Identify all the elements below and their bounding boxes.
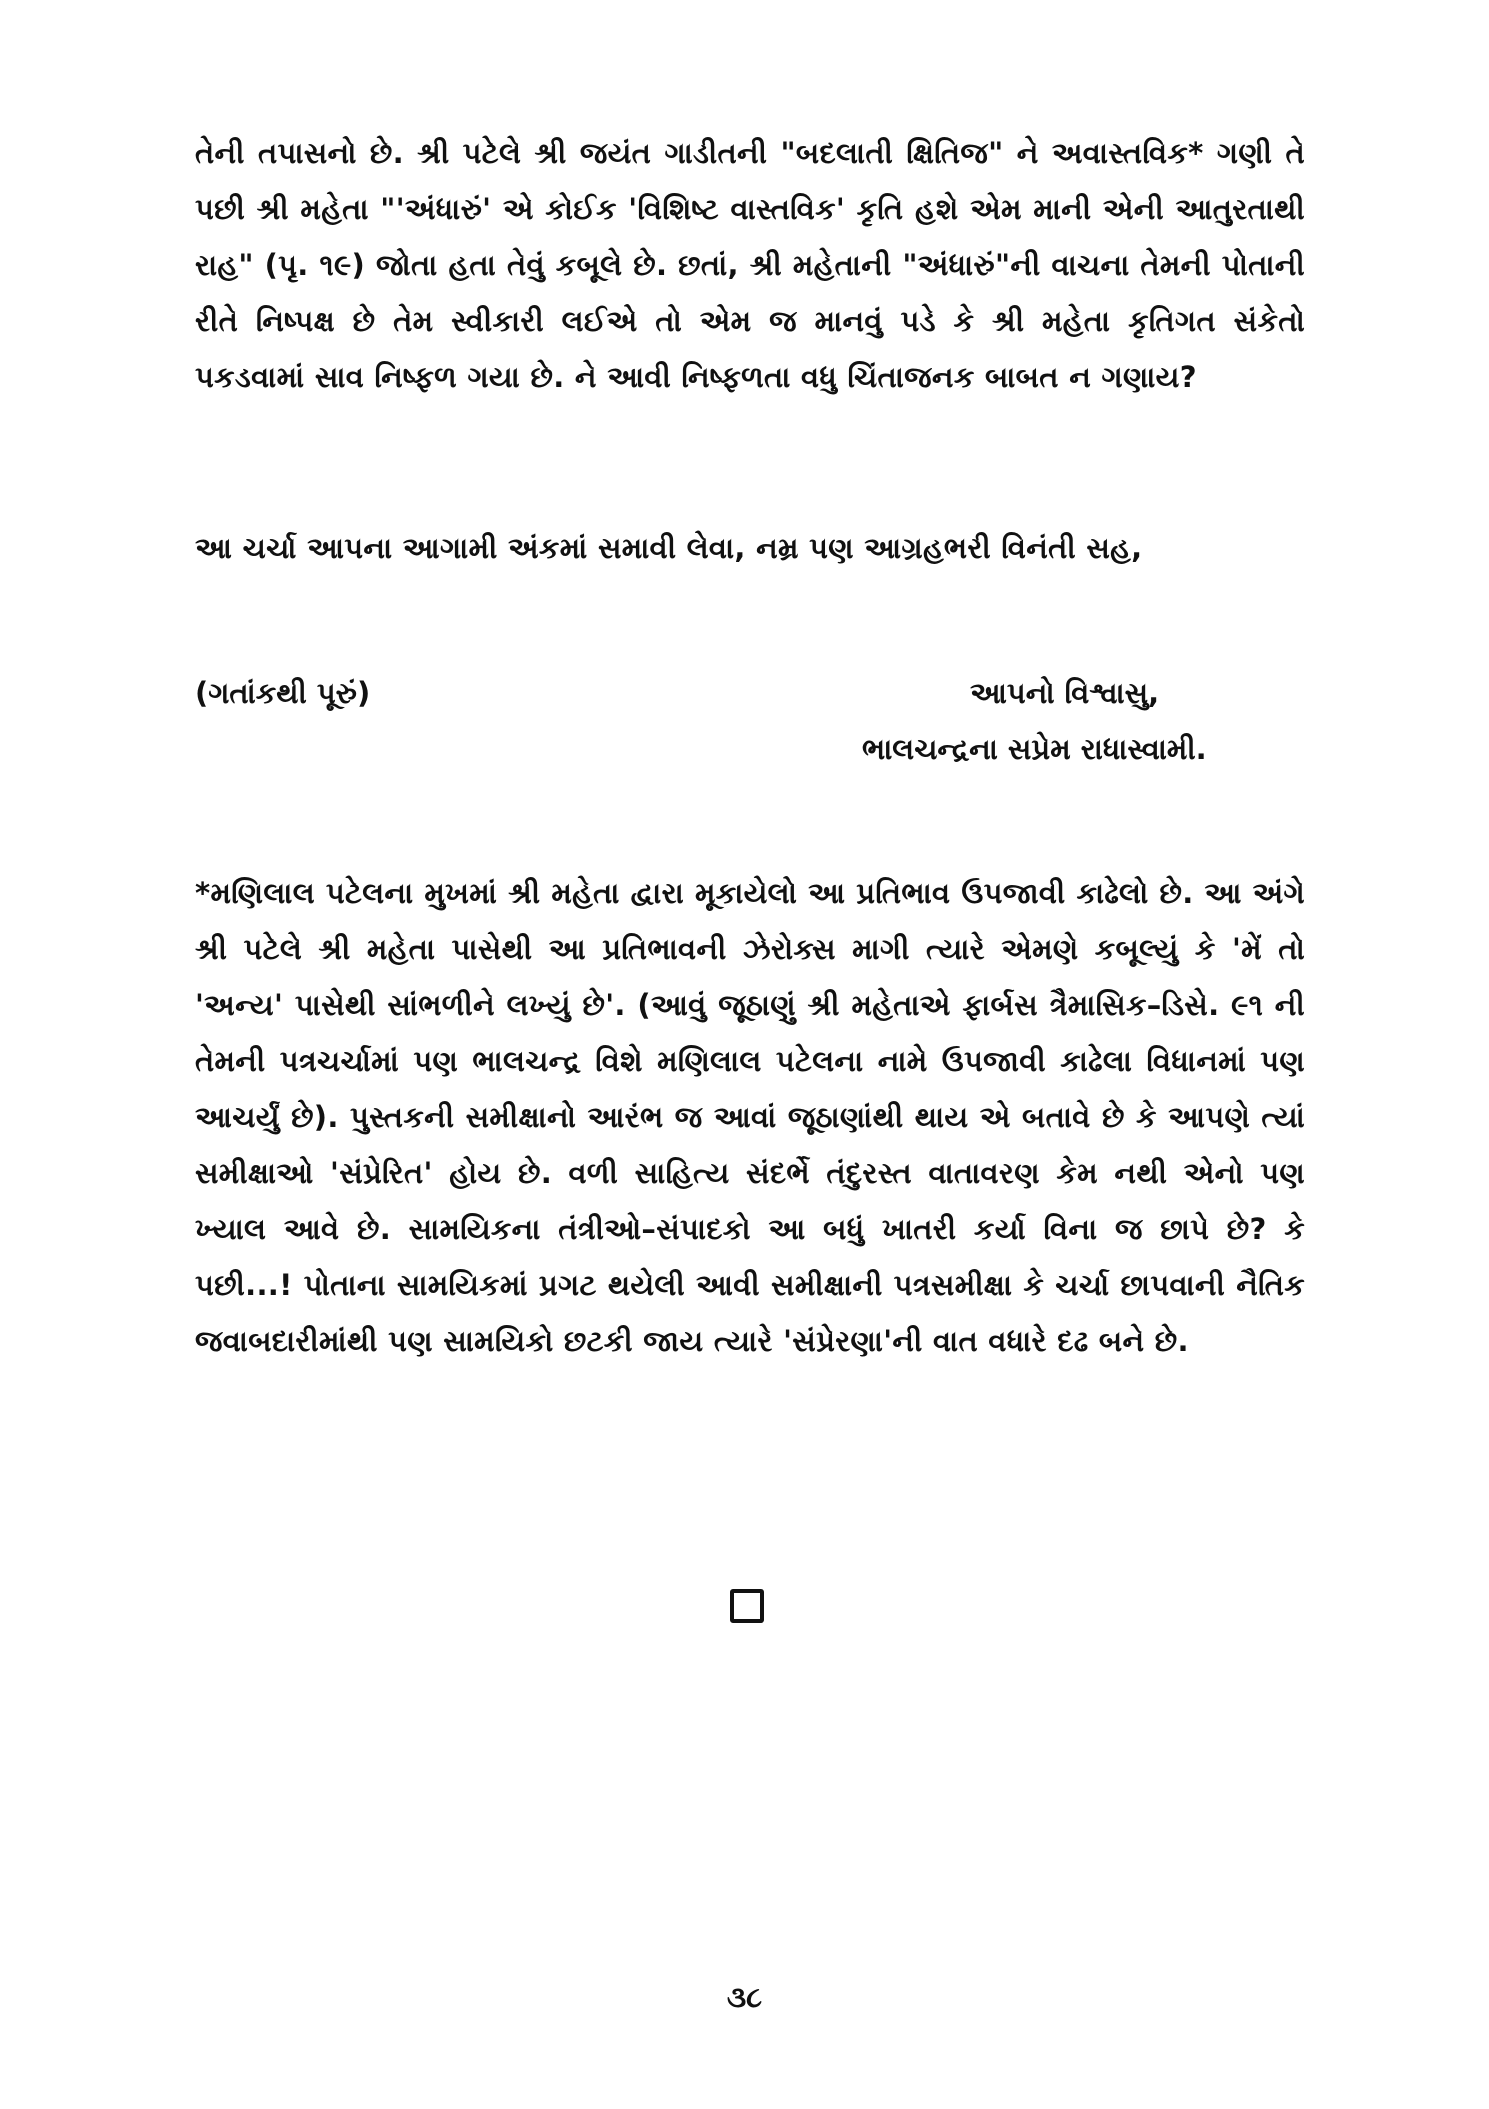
footnote: *મણિલાલ પટેલના મુખમાં શ્રી મહેતા દ્વારા મૂકાયેલો આ પ્રતિભાવ ઉપજાવી કાઢેલો છે. આ અંગે શ્રી પટેલે શ્રી મહેતા પાસેથી આ પ્રતિભાવની ઝેરોક્સ માગી ત્યારે એમણે કબૂલ્યું કે 'મેં તો 'અન્ય' પાસેથી સાંભળીને લખ્યું છે'. (આવું જૂઠાણું શ્રી મહેતાએ ફાર્બસ ત્રૈમાસિક–ડિસે. ૯૧ ની તેમની પત્રચર્ચામાં પણ ભાલચન્દ્ર વિશે મણિલાલ પટેલના નામે ઉપજાવી કાઢેલા વિધાનમાં પણ આચર્યું છે). પુસ્તકની સમીક્ષાનો આરંભ જ આવાં જૂઠાણાંથી થાય એ બતાવે છે કે આપણે ત્યાં સમીક્ષાઓ 'સંપ્રેરિત' હોય છે. વળી સાહિત્ય સંદર્ભે તંદુરસ્ત વાતાવરણ કેમ નથી એનો પણ ખ્યાલ આવે છે. સામયિકના તંત્રીઓ–સંપાદકો આ બધું ખાતરી કર્યા વિના જ છાપે છે? કે પછી...! પોતાના સામયિકમાં પ્રગટ થયેલી આવી સમીક્ષાની પત્રસમીક્ષા કે ચર્ચા છાપવાની નૈતિક જવાબદારીમાંથી પણ સામયિકો છટકી જાય ત્યારે 'સંપ્રેરણા'ની વાત વધારે દઢ બને છે. [195, 876, 1305, 1358]
letter-signature: ભાલચન્દ્રના સપ્રેમ રાધાસ્વામી. [862, 732, 1207, 766]
body-paragraph-2: આ ચર્ચા આપના આગામી અંકમાં સમાવી લેવા, નમ્ર પણ આગ્રહભરી વિનંતી સહ, [195, 531, 1143, 565]
end-mark-square-icon [730, 1589, 764, 1623]
continued-note: (ગતાંકથી પૂરું) [195, 676, 371, 710]
page-number: ૩૮ [726, 1980, 763, 2014]
letter-signoff: આપનો વિશ્વાસુ, [970, 676, 1160, 710]
body-paragraph-1: તેની તપાસનો છે. શ્રી પટેલે શ્રી જયંત ગાડીતની "બદલાતી ક્ષિતિજ" ને અવાસ્તવિક* ગણી તે પછી શ્રી મહેતા "'અંધારું' એ કોઈક 'વિશિષ્ટ વાસ્તવિક' કૃતિ હશે એમ માની એની આતુરતાથી રાહ" (પૃ. ૧૯) જોતા હતા તેવું કબૂલે છે. છતાં, શ્રી મહેતાની "અંધારું"ની વાચના તેમની પોતાની રીતે નિષ્પક્ષ છે તેમ સ્વીકારી લઈએ તો એમ જ માનવું પડે કે શ્રી મહેતા કૃતિગત સંકેતો પકડવામાં સાવ નિષ્ફળ ગયા છે. ને આવી નિષ્ફળતા વધુ ચિંતાજનક બાબત ન ગણાય? [195, 136, 1305, 394]
